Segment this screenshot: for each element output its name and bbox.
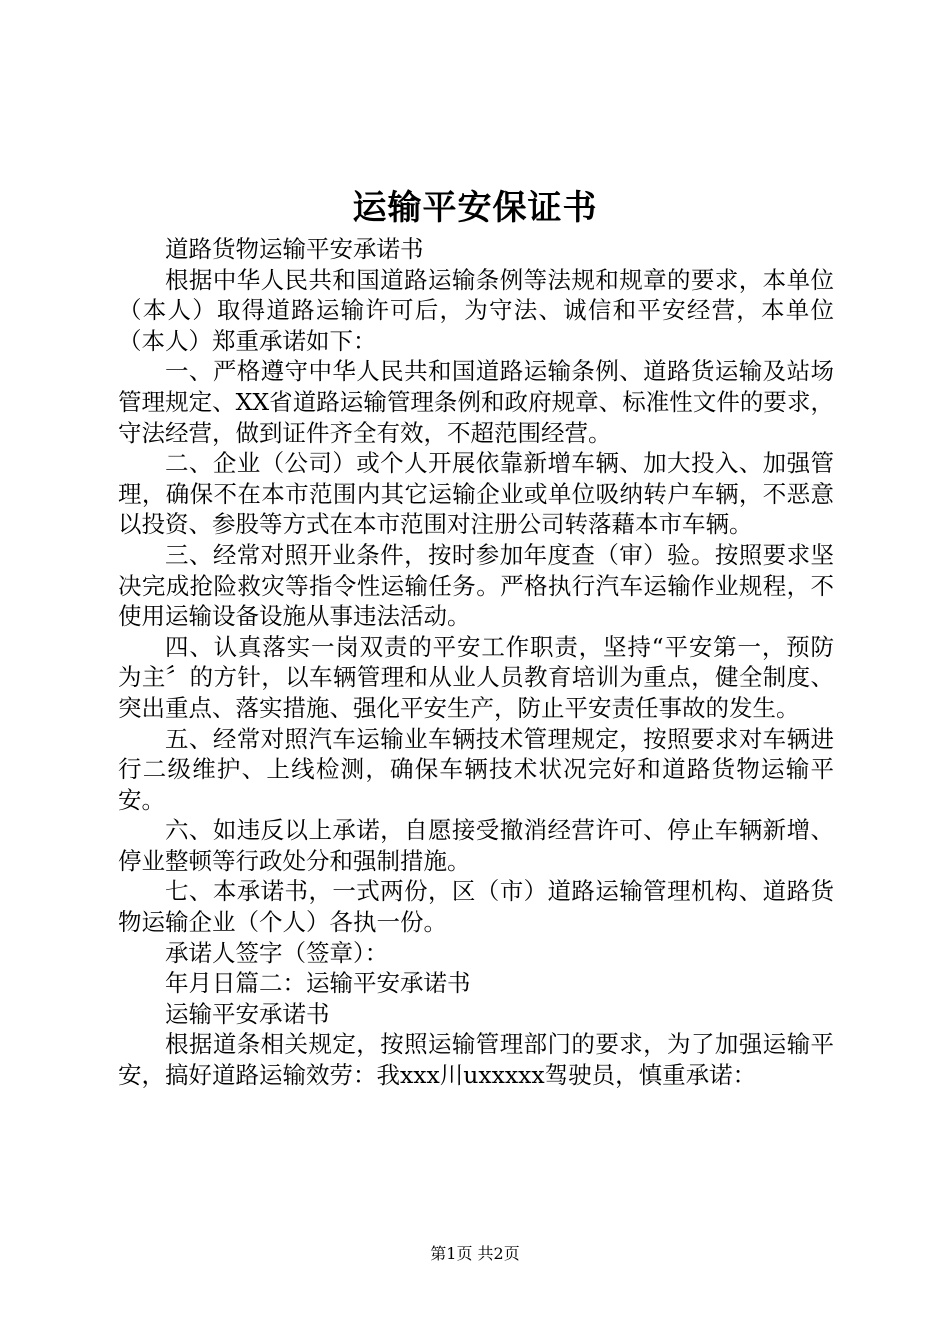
paragraph-date-part2: 年月日篇二：运输平安承诺书 — [165, 969, 471, 998]
paragraph-item-5: 五、经常对照汽车运输业车辆技术管理规定，按照要求对车辆进行二级维护、上线检测，确保车辆技术状况完好和道路货物运输平安。 — [118, 724, 834, 814]
paragraph-item-1: 一、严格遵守中华人民共和国道路运输条例、道路货运输及站场管理规定、XX省道路运输管理条例和政府规章、标准性文件的要求，守法经营，做到证件齐全有效，不超范围经营。 — [118, 357, 834, 447]
paragraph-signature: 承诺人签字（签章）： — [165, 938, 389, 967]
paragraph-part2-title: 运输平安承诺书 — [165, 999, 330, 1028]
paragraph-subtitle: 道路货物运输平安承诺书 — [165, 235, 424, 263]
paragraph-item-2: 二、企业（公司）或个人开展依靠新增车辆、加大投入、加强管理，确保不在本市范围内其它运输企业或单位吸纳转户车辆，不恶意以投资、参股等方式在本市范围对注册公司转落藉本市车辆。 — [118, 449, 834, 539]
page-number-footer: 第1页 共2页 — [430, 1244, 520, 1263]
paragraph-intro: 根据中华人民共和国道路运输条例等法规和规章的要求，本单位（本人）取得道路运输许可后，为守法、诚信和平安经营，本单位（本人）郑重承诺如下： — [118, 265, 834, 355]
paragraph-item-4: 四、认真落实一岗双责的平安工作职责，坚持“平安第一，预防为主〞的方针，以车辆管理和从业人员教育培训为重点，健全制度、突出重点、落实措施、强化平安生产，防止平安责任事故的发生。 — [118, 632, 834, 722]
paragraph-item-3: 三、经常对照开业条件，按时参加年度查（审）验。按照要求坚决完成抢险救灾等指令性运输任务。严格执行汽车运输作业规程，不使用运输设备设施从事违法活动。 — [118, 540, 834, 631]
paragraph-item-7: 七、本承诺书，一式两份，区（市）道路运输管理机构、道路货物运输企业（个人）各执一份。 — [118, 877, 834, 937]
document-title: 运输平安保证书 — [352, 188, 598, 228]
paragraph-part2-intro: 根据道条相关规定，按照运输管理部门的要求，为了加强运输平安，搞好道路运输效劳：我xxx川uxxxxx驾驶员，慎重承诺： — [118, 1030, 834, 1090]
paragraph-item-6: 六、如违反以上承诺，自愿接受撤消经营许可、停止车辆新增、停业整顿等行政处分和强制措施。 — [118, 816, 834, 875]
document-body — [118, 234, 834, 1091]
